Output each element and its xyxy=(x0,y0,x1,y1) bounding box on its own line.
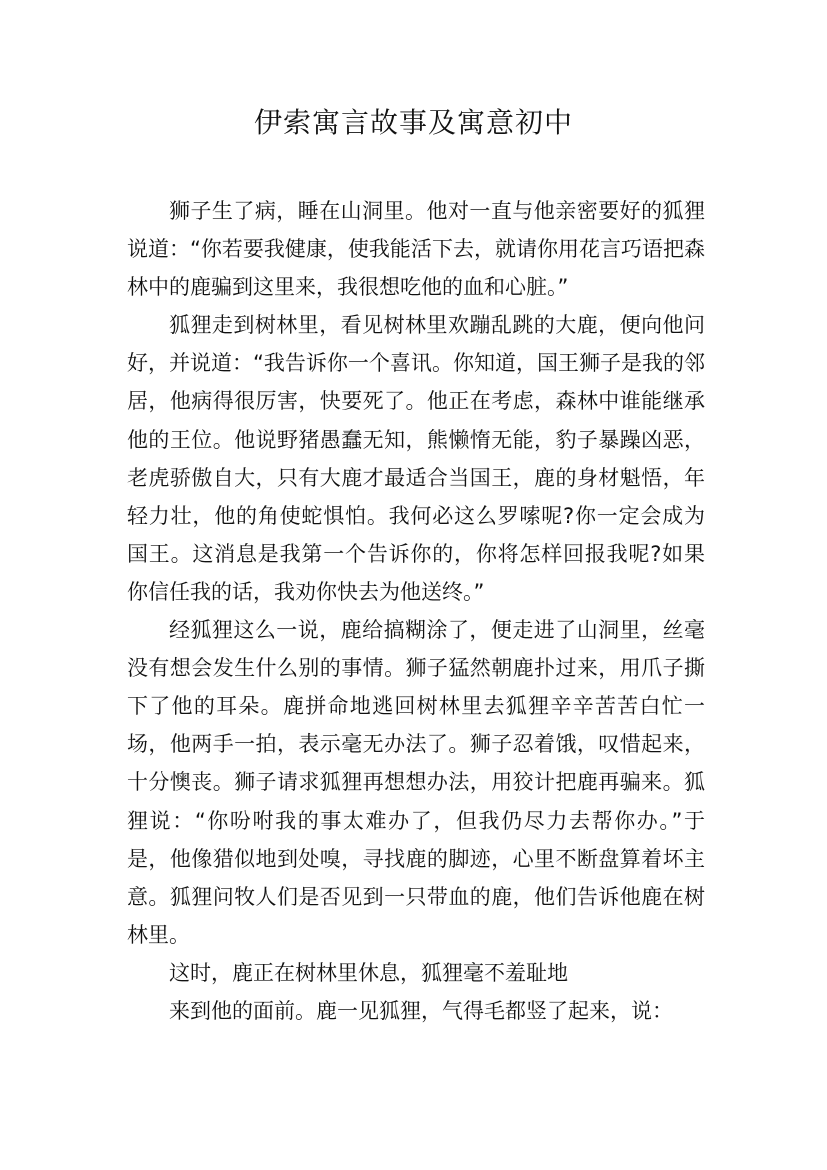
paragraph: 狮子生了病，睡在山洞里。他对一直与他亲密要好的狐狸说道：“你若要我健康，使我能活下去，就请你用花言巧语把森林中的鹿骗到这里来，我很想吃他的血和心脏。” xyxy=(127,199,705,300)
document-body xyxy=(127,192,705,1030)
paragraph: 来到他的面前。鹿一见狐狸，气得毛都竖了起来，说： xyxy=(169,998,673,1023)
paragraph: 经狐狸这么一说，鹿给搞糊涂了，便走进了山洞里，丝毫没有想会发生什么别的事情。狮子猛然朝鹿扑过来，用爪子撕下了他的耳朵。鹿拼命地逃回树林里去狐狸辛辛苦苦白忙一场，他两手一拍，表示毫无办法了。狮子忍着饿，叹惜起来，十分懊丧。狮子请求狐狸再想想办法，用狡计把鹿再骗来。狐狸说：“你吩咐我的事太难办了，但我仍尽力去帮你办。”于是，他像猎似地到处嗅，寻找鹿的脚迹，心里不断盘算着坏主意。狐狸问牧人们是否见到一只带血的鹿，他们告诉他鹿在树林里。 xyxy=(127,618,705,947)
paragraph: 狐狸走到树林里，看见树林里欢蹦乱跳的大鹿，便向他问好，并说道：“我告诉你一个喜讯。你知道，国王狮子是我的邻居，他病得很厉害，快要死了。他正在考虑，森林中谁能继承他的王位。他说野猪愚蠢无知，熊懒惰无能，豹子暴躁凶恶，老虎骄傲自大，只有大鹿才最适合当国王，鹿的身材魁悟，年轻力壮，他的角使蛇惧怕。我何必这么罗嗦呢?你一定会成为国王。这消息是我第一个告诉你的，你将怎样回报我呢?如果你信任我的话，我劝你快去为他送终。” xyxy=(127,313,705,604)
paragraph: 这时，鹿正在树林里休息，狐狸毫不羞耻地 xyxy=(169,960,568,985)
document-title: 伊索寓言故事及寓意初中 xyxy=(253,106,573,139)
